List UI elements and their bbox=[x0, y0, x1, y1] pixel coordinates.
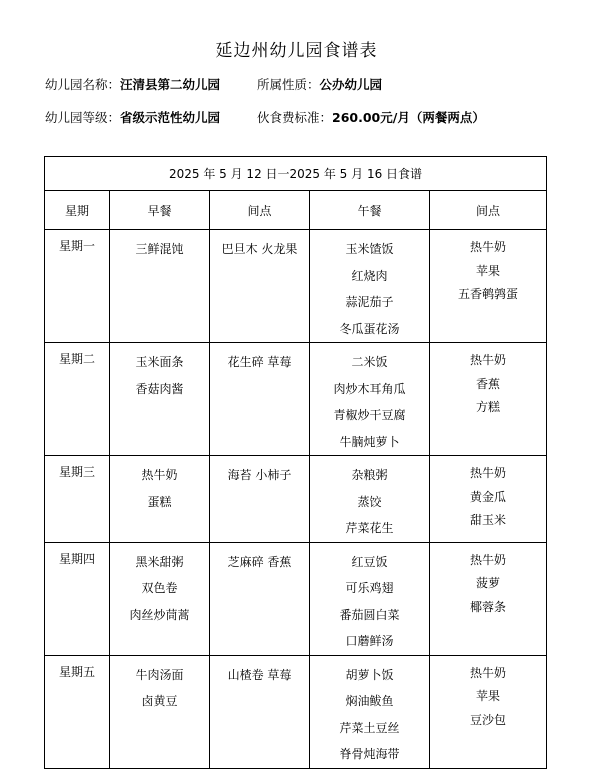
snack-afternoon-item: 苹果 bbox=[476, 689, 501, 703]
snack-afternoon-item: 方糕 bbox=[476, 400, 501, 414]
header-lunch: 午餐 bbox=[310, 191, 430, 230]
snack-morning-item: 花生碎 草莓 bbox=[227, 355, 292, 369]
menu-table bbox=[44, 156, 547, 769]
day-cell bbox=[45, 230, 110, 343]
snack-afternoon-item: 香蕉 bbox=[476, 376, 501, 391]
day-label: 星期二 bbox=[58, 352, 95, 366]
kindergarten-level bbox=[45, 108, 220, 126]
name-value: 汪清县第二幼儿园 bbox=[120, 77, 221, 92]
lunch-item: 口蘑鲜汤 bbox=[345, 634, 394, 648]
snack-afternoon-item: 甜玉米 bbox=[470, 513, 507, 527]
snack-morning-item: 山楂卷 草莓 bbox=[227, 667, 292, 682]
breakfast-item: 肉丝炒茼蒿 bbox=[129, 607, 190, 622]
name-label: 幼儿园名称： bbox=[45, 77, 121, 92]
day-label: 星期五 bbox=[58, 664, 95, 679]
day-cell bbox=[45, 456, 110, 543]
snack-afternoon-item: 热牛奶 bbox=[470, 466, 507, 480]
table-body bbox=[45, 230, 547, 769]
lunch-cell bbox=[310, 456, 430, 543]
breakfast-item: 牛肉汤面 bbox=[135, 667, 184, 682]
page-title: 延边州幼儿园食谱表 bbox=[215, 41, 378, 61]
snack-afternoon-cell bbox=[430, 542, 547, 655]
breakfast-item: 玉米面条 bbox=[135, 355, 184, 369]
lunch-item: 杂粮粥 bbox=[351, 468, 388, 482]
table-row bbox=[45, 230, 547, 343]
table-row bbox=[45, 542, 547, 655]
lunch-item: 芹菜花生 bbox=[345, 521, 394, 535]
lunch-cell bbox=[310, 655, 430, 768]
breakfast-item: 热牛奶 bbox=[141, 468, 178, 482]
lunch-item: 肉炒木耳角瓜 bbox=[333, 381, 406, 396]
snack-morning-cell bbox=[210, 542, 310, 655]
snack-afternoon-item: 豆沙包 bbox=[470, 712, 507, 727]
breakfast-item: 双色卷 bbox=[141, 581, 178, 595]
breakfast-cell bbox=[110, 655, 210, 768]
level-label: 幼儿园等级： bbox=[45, 110, 121, 125]
level-value: 省级示范性幼儿园 bbox=[120, 110, 221, 125]
lunch-item: 玉米馇饭 bbox=[345, 242, 394, 256]
lunch-item: 青椒炒干豆腐 bbox=[333, 408, 406, 422]
header-breakfast: 早餐 bbox=[110, 191, 210, 230]
table-header-row bbox=[45, 191, 547, 230]
snack-afternoon-item: 黄金瓜 bbox=[470, 489, 507, 504]
breakfast-cell bbox=[110, 456, 210, 543]
lunch-cell bbox=[310, 542, 430, 655]
breakfast-cell bbox=[110, 230, 210, 343]
breakfast-item: 香菇肉酱 bbox=[135, 381, 184, 396]
snack-morning-cell bbox=[210, 230, 310, 343]
snack-afternoon-cell bbox=[430, 230, 547, 343]
day-cell bbox=[45, 343, 110, 456]
day-cell bbox=[45, 542, 110, 655]
lunch-item: 蒜泥茄子 bbox=[345, 295, 394, 309]
header-snack-morning: 间点 bbox=[210, 191, 310, 230]
lunch-cell bbox=[310, 343, 430, 456]
snack-afternoon-cell bbox=[430, 343, 547, 456]
meal-fee bbox=[257, 108, 485, 126]
snack-morning-cell bbox=[210, 655, 310, 768]
breakfast-item: 蛋糕 bbox=[147, 494, 172, 509]
lunch-item: 可乐鸡翅 bbox=[345, 581, 394, 595]
snack-afternoon-cell bbox=[430, 456, 547, 543]
kindergarten-nature bbox=[257, 75, 382, 93]
nature-value: 公办幼儿园 bbox=[319, 77, 383, 92]
snack-afternoon-item: 椰蓉条 bbox=[470, 599, 507, 614]
lunch-item: 番茄圆白菜 bbox=[339, 607, 400, 622]
snack-morning-item: 海苔 小柿子 bbox=[227, 468, 292, 482]
day-label: 星期三 bbox=[58, 465, 95, 479]
header-snack-afternoon: 间点 bbox=[430, 191, 547, 230]
lunch-item: 红烧肉 bbox=[351, 268, 388, 283]
lunch-item: 芹菜土豆丝 bbox=[339, 720, 400, 735]
lunch-item: 红豆饭 bbox=[351, 554, 388, 569]
fee-value: 260.00元/月（两餐两点） bbox=[332, 110, 485, 125]
snack-afternoon-item: 苹果 bbox=[476, 263, 501, 278]
breakfast-item: 三鲜混饨 bbox=[135, 242, 184, 256]
breakfast-item: 卤黄豆 bbox=[141, 694, 178, 708]
day-label: 星期四 bbox=[58, 551, 95, 566]
kindergarten-name bbox=[45, 75, 220, 93]
table-row bbox=[45, 655, 547, 768]
lunch-item: 蒸饺 bbox=[357, 494, 382, 509]
lunch-item: 二米饭 bbox=[351, 355, 388, 369]
lunch-item: 冬瓜蛋花汤 bbox=[339, 321, 400, 336]
breakfast-cell bbox=[110, 343, 210, 456]
snack-afternoon-cell bbox=[430, 655, 547, 768]
lunch-item: 焖油鲅鱼 bbox=[345, 694, 394, 708]
lunch-item: 胡萝卜饭 bbox=[345, 667, 394, 682]
nature-label: 所属性质： bbox=[257, 77, 320, 92]
snack-morning-item: 巴旦木 火龙果 bbox=[221, 242, 298, 256]
lunch-item: 脊骨炖海带 bbox=[339, 747, 400, 761]
table-row bbox=[45, 343, 547, 456]
breakfast-item: 黑米甜粥 bbox=[135, 554, 184, 569]
snack-morning-item: 芝麻碎 香蕉 bbox=[227, 554, 292, 569]
table-row bbox=[45, 456, 547, 543]
lunch-item: 牛腩炖萝卜 bbox=[339, 434, 400, 449]
day-label: 星期一 bbox=[58, 239, 95, 253]
snack-afternoon-item: 五香鹌鹑蛋 bbox=[458, 287, 519, 301]
breakfast-cell bbox=[110, 542, 210, 655]
snack-afternoon-item: 菠萝 bbox=[476, 576, 501, 590]
lunch-cell bbox=[310, 230, 430, 343]
snack-afternoon-item: 热牛奶 bbox=[470, 240, 507, 254]
snack-afternoon-item: 热牛奶 bbox=[470, 552, 507, 567]
snack-afternoon-item: 热牛奶 bbox=[470, 665, 507, 680]
snack-afternoon-item: 热牛奶 bbox=[470, 353, 507, 367]
table-caption: 2025 年 5 月 12 日一2025 年 5 月 16 日食谱 bbox=[45, 157, 547, 191]
fee-label: 伙食费标准： bbox=[257, 110, 333, 125]
snack-morning-cell bbox=[210, 456, 310, 543]
snack-morning-cell bbox=[210, 343, 310, 456]
day-cell bbox=[45, 655, 110, 768]
header-day: 星期 bbox=[45, 191, 110, 230]
